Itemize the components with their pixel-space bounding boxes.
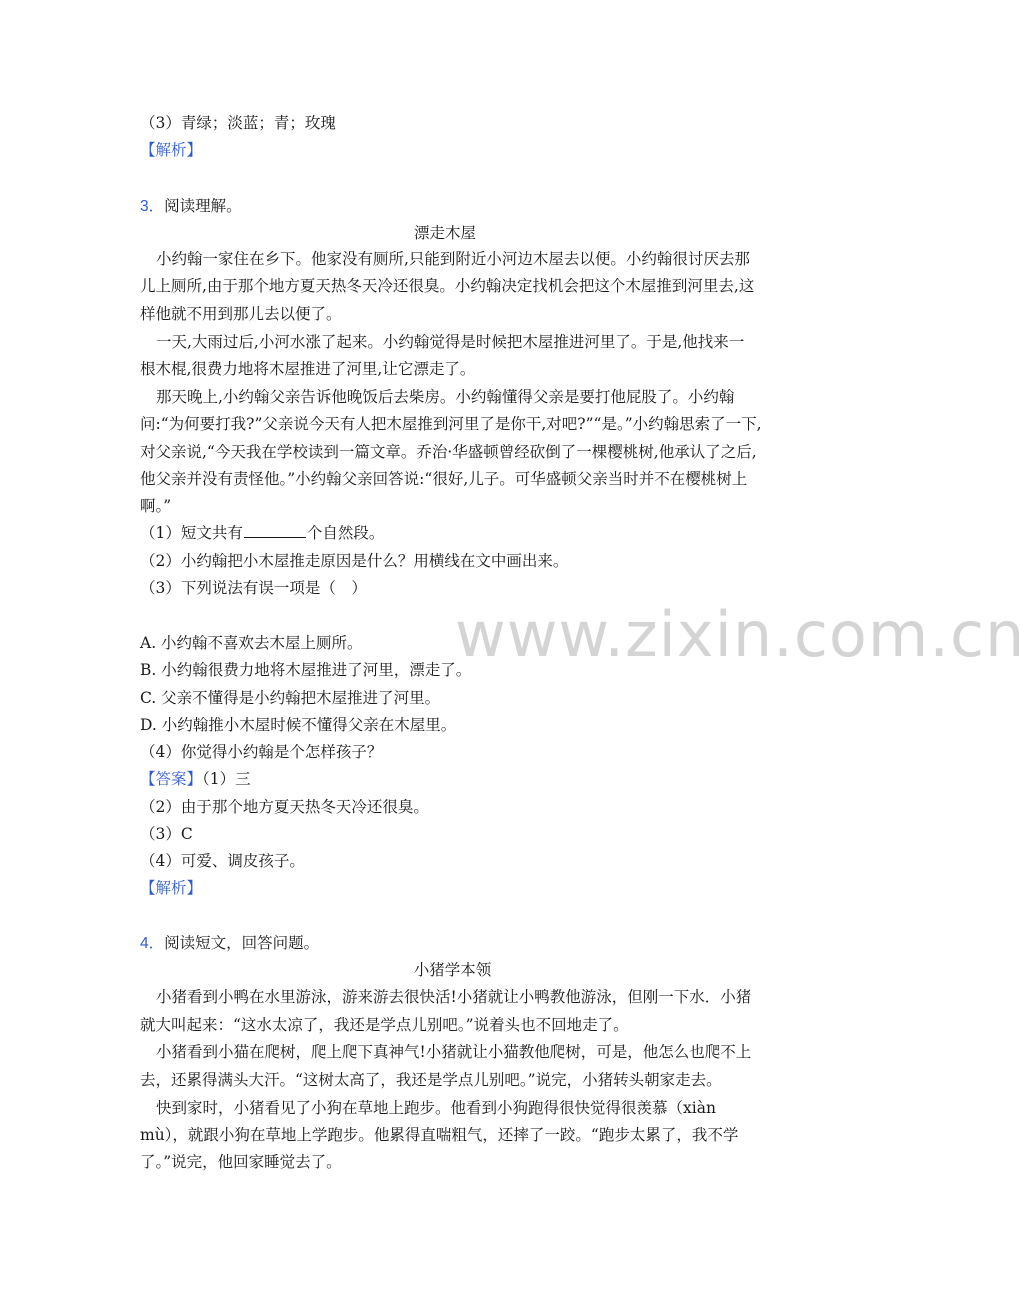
q2-analysis-label: 【解析】 xyxy=(140,141,203,159)
q3-heading: 3．阅读理解。 xyxy=(140,197,242,215)
q3-number: 3 xyxy=(140,198,149,215)
q3-analysis-label: 【解析】 xyxy=(140,879,203,897)
q3-answer-label: 【答案】 xyxy=(140,770,203,788)
q3-sub2: （2）小约翰把小木屋推走原因是什么？用横线在文中画出来。 xyxy=(140,552,569,570)
q4-number: 4 xyxy=(140,935,149,952)
q3-passage-line: 儿上厕所,由于那个地方夏天热冬天冷还很臭。小约翰决定找机会把这个木屋推到河里去,这 xyxy=(140,277,755,295)
q4-passage-line: mù），就跟小狗在草地上学跑步。他累得直喘粗气，还摔了一跤。“跑步太累了，我不学 xyxy=(140,1126,739,1144)
q4-passage-line: 小猪看到小猫在爬树，爬上爬下真神气!小猪就让小猫教他爬树，可是，他怎么也爬不上 xyxy=(156,1043,752,1061)
q3-passage-line: 他父亲并没有责怪他。”小约翰父亲回答说:“很好,儿子。可华盛顿父亲当时并不在樱桃树上 xyxy=(140,470,748,488)
q4-passage-line: 快到家时，小猪看见了小狗在草地上跑步。他看到小狗跑得很快觉得很羡慕（xiàn xyxy=(156,1099,716,1117)
q3-sub4: （4）你觉得小约翰是个怎样孩子？ xyxy=(140,743,383,761)
q3-passage-line: 问:“为何要打我?”父亲说今天有人把木屋推到河里了是你干,对吧?”“是。”小约翰思索了一下, xyxy=(140,415,762,433)
q3-passage-line: 一天,大雨过后,小河水涨了起来。小约翰觉得是时候把木屋推进河里了。于是,他找来一 xyxy=(156,333,745,351)
answer-blank[interactable] xyxy=(244,523,306,538)
q3-answer-row xyxy=(140,769,790,789)
q3-answer-2: （2）由于那个地方夏天热冬天冷还很臭。 xyxy=(140,798,429,816)
q3-passage-line: 那天晚上,小约翰父亲告诉他晚饭后去柴房。小约翰懂得父亲是要打他屁股了。小约翰 xyxy=(156,388,735,406)
q3-passage-line: 对父亲说,“今天我在学校读到一篇文章。乔治·华盛顿曾经砍倒了一棵樱桃树,他承认了之后, xyxy=(140,443,757,461)
q3-answer-4: （4）可爱、调皮孩子。 xyxy=(140,852,305,870)
q3-answer-1: （1）三 xyxy=(202,770,251,788)
q4-passage-line: 小猪看到小鸭在水里游泳，游来游去很快活!小猪就让小鸭教他游泳，但刚一下水．小猪 xyxy=(156,988,752,1006)
q3-passage-line: 根木棍,很费力地将木屋推进了河里,让它漂走了。 xyxy=(140,360,476,378)
watermark: www.zixin.com.cn xyxy=(455,598,1025,671)
q3-passage-line: 样他就不用到那儿去以便了。 xyxy=(140,305,342,323)
q3-passage-line: 啊。” xyxy=(140,497,172,515)
q3-option-a: A. 小约翰不喜欢去木屋上厕所。 xyxy=(140,634,363,652)
q3-sub1-text: （1）短文共有 xyxy=(140,524,243,542)
q3-answer-3: （3）C xyxy=(140,825,193,843)
q4-passage-line: 去，还累得满头大汗。“这树太高了，我还是学点儿别吧。”说完，小猪转头朝家走去。 xyxy=(140,1071,722,1089)
q4-passage-line: 就大叫起来：“这水太凉了，我还是学点儿别吧。”说着头也不回地走了。 xyxy=(140,1016,629,1034)
q4-title: 小猪学本领 xyxy=(413,961,492,979)
q3-prompt: 阅读理解。 xyxy=(164,197,242,215)
q3-passage-line: 小约翰一家住在乡下。他家没有厕所,只能到附近小河边木屋去以便。小约翰很讨厌去那 xyxy=(156,250,750,268)
q3-sub1 xyxy=(140,523,790,543)
q2-answer-3: （3）青绿；淡蓝；青；玫瑰 xyxy=(140,114,336,132)
q3-title: 漂走木屋 xyxy=(413,224,476,242)
q3-option-d: D. 小约翰推小木屋时候不懂得父亲在木屋里。 xyxy=(140,716,457,734)
q3-option-c: C. 父亲不懂得是小约翰把木屋推进了河里。 xyxy=(140,689,441,707)
q3-option-b: B. 小约翰很费力地将木屋推进了河里，漂走了。 xyxy=(140,661,472,679)
q4-prompt: 阅读短文，回答问题。 xyxy=(164,934,320,952)
q3-sub1-text-after: 个自然段。 xyxy=(306,524,385,542)
q3-sub3: （3）下列说法有误一项是（ ） xyxy=(140,579,367,597)
q4-passage-line: 了。”说完，他回家睡觉去了。 xyxy=(140,1153,342,1171)
q4-heading: 4．阅读短文，回答问题。 xyxy=(140,934,320,952)
